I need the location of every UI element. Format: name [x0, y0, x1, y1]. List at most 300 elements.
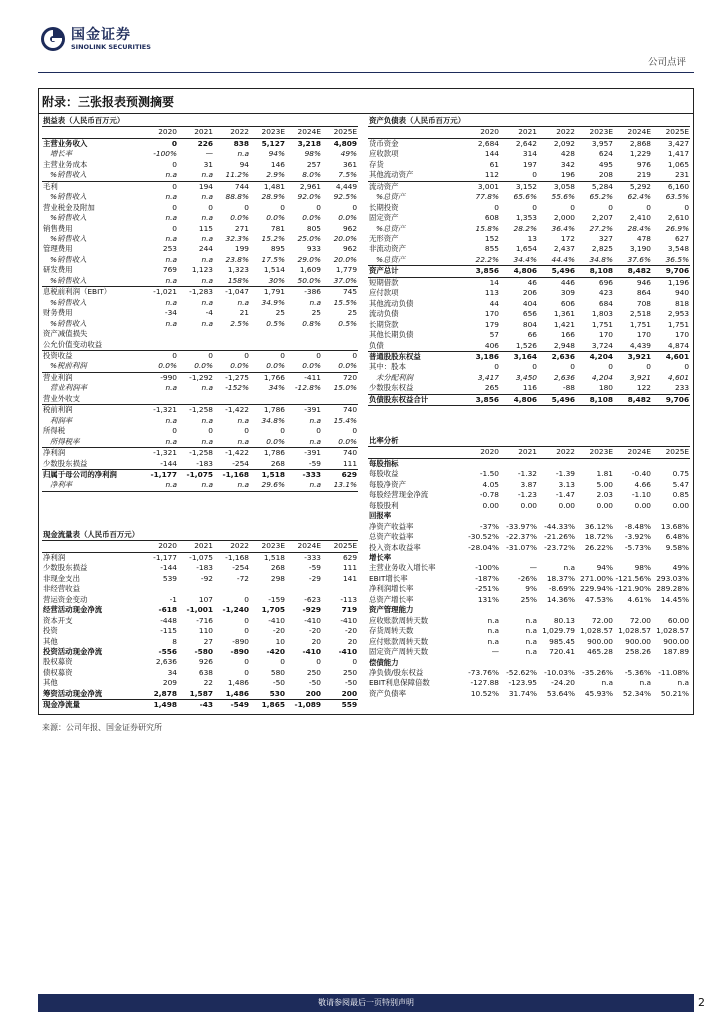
table-row	[368, 532, 690, 542]
year-header: 2023E	[250, 541, 286, 552]
cell-value: 0.0%	[214, 361, 250, 372]
cell-value: n.a	[309, 415, 321, 425]
cell-value: -1.39	[555, 469, 575, 479]
cell-value: 530	[250, 689, 286, 700]
cell-value: -0.40	[631, 469, 651, 479]
cell-value: n.a	[525, 615, 537, 625]
row-label: %总资产	[368, 255, 462, 266]
header-blank	[42, 541, 142, 552]
table-row	[42, 584, 358, 594]
cell-value: 1,486	[227, 678, 249, 688]
cell-value: 446	[560, 277, 575, 287]
table-row	[368, 522, 690, 532]
cell-value: 3,856	[462, 394, 500, 405]
cell-value: 3,186	[475, 351, 499, 361]
cell-value: 0	[172, 181, 177, 191]
cell-value: -159	[268, 594, 285, 604]
cell-value: n.a	[165, 383, 177, 393]
row-label: %销售收入	[50, 297, 87, 307]
cell-value: 0.0%	[322, 361, 358, 372]
table-row	[42, 340, 358, 351]
cell-value: 406	[462, 341, 500, 352]
cell-value: 0	[316, 426, 321, 436]
cell-value: 0.0%	[250, 437, 286, 448]
cell-value: 495	[598, 159, 613, 169]
cell-value: -386	[304, 287, 321, 297]
table-row	[368, 553, 690, 563]
cell-value: 4.61%	[627, 594, 651, 604]
cell-value: -10.03%	[544, 667, 575, 677]
row-label: 其他	[43, 636, 58, 646]
cell-value	[286, 340, 322, 351]
cell-value: -35.26%	[582, 667, 613, 677]
cell-value	[500, 511, 538, 521]
cell-value: -92	[200, 573, 213, 583]
cell-value: 5.00	[596, 479, 613, 489]
row-label: 应收款项	[369, 149, 399, 159]
cell-value: 0.0%	[286, 361, 322, 372]
cell-value: 4,449	[335, 181, 358, 191]
cell-value: 1,587	[178, 689, 214, 700]
cell-value: -1,075	[189, 552, 213, 562]
cell-value	[576, 658, 614, 668]
row-label: 长期投资	[369, 202, 399, 212]
table-row	[42, 448, 358, 459]
table-row	[42, 678, 358, 688]
cell-value: 4,204	[591, 372, 613, 382]
page-number: 2	[698, 996, 705, 1009]
row-label: 筹资活动现金净流	[42, 689, 142, 700]
row-label: 非流动资产	[369, 244, 406, 254]
cell-value: 1,229	[629, 149, 651, 159]
row-label: 经营活动现金净流	[43, 605, 103, 615]
table-row	[368, 647, 690, 657]
cell-value: 8,482	[614, 266, 652, 277]
row-label: 每股经营现金净流	[369, 490, 429, 500]
row-label: 每股股利	[369, 500, 399, 510]
cell-value: 8.0%	[286, 170, 322, 181]
row-label: 公允价值变动收益	[42, 340, 142, 351]
cell-value: 34.8%	[261, 415, 285, 425]
cell-value: -890	[230, 646, 249, 656]
cell-value: 44.4%	[538, 255, 576, 266]
table-row	[368, 480, 690, 490]
cell-value: 1,361	[553, 309, 575, 319]
cell-value: 21	[239, 308, 249, 318]
cell-value	[462, 458, 500, 469]
cell-value: 0.0%	[142, 361, 178, 372]
row-label: 资产减值损失	[43, 329, 88, 339]
cell-value: 36.12%	[584, 521, 613, 531]
cell-value: 20	[347, 636, 358, 646]
cell-value: 0.0%	[250, 361, 286, 372]
table-row	[42, 149, 358, 159]
table-row	[368, 309, 690, 319]
cell-value: 113	[484, 288, 499, 298]
row-label: 回报率	[369, 511, 392, 521]
cell-value: 0	[280, 657, 285, 667]
cell-value: 170	[636, 330, 651, 340]
cell-value: -11.08%	[658, 667, 690, 677]
cell-value: 200	[286, 689, 322, 700]
cell-value: 4.66	[634, 479, 651, 489]
cell-value: 0	[494, 362, 499, 372]
cell-value: 233	[652, 383, 690, 394]
cell-value: 0.0%	[266, 213, 285, 223]
cell-value: -31.07%	[506, 542, 537, 552]
table-header-row	[42, 541, 358, 552]
table-row	[368, 330, 690, 340]
table-row	[368, 373, 690, 383]
table-row	[368, 160, 690, 170]
cell-value: -113	[340, 594, 358, 604]
cell-value: 208	[576, 170, 614, 181]
cell-value: 1,481	[263, 181, 285, 191]
cell-value: 6,160	[667, 181, 690, 191]
cell-value: -1,168	[225, 552, 249, 562]
year-header: 2023E	[576, 127, 614, 138]
table-row	[368, 266, 690, 277]
cell-value: 2,636	[155, 657, 177, 667]
cell-value: n.a	[201, 213, 213, 223]
row-label: 其他流动负债	[369, 298, 414, 308]
cell-value: 2,610	[667, 213, 690, 223]
cell-value: -3.92%	[624, 532, 651, 542]
income-statement-title: 损益表（人民币百万元）	[42, 116, 358, 127]
cell-value: 1,065	[667, 159, 690, 169]
row-label: 投入资本收益率	[369, 542, 421, 552]
year-header: 2020	[462, 447, 500, 458]
cell-value: n.a	[178, 437, 214, 448]
cell-value: 7.5%	[322, 170, 358, 181]
cell-value: 2,642	[515, 138, 537, 148]
cell-value: 627	[674, 233, 690, 243]
row-label: 资产管理能力	[369, 605, 414, 615]
cell-value: n.a	[142, 480, 178, 491]
cell-value: n.a	[165, 254, 177, 264]
row-label: 非现金支出	[43, 573, 80, 583]
cell-value: 0.00	[482, 500, 499, 510]
table-row	[368, 658, 690, 668]
cell-value: 250	[306, 667, 321, 677]
cell-value: -623	[304, 594, 321, 604]
row-label: 每股收益	[369, 469, 399, 479]
cell-value: 2,953	[667, 309, 690, 319]
cell-value: -100%	[153, 149, 177, 159]
cell-value: 98%	[304, 149, 321, 159]
cell-value: 2,868	[629, 138, 651, 148]
row-label: 增长率	[369, 552, 392, 562]
page-header	[0, 0, 724, 90]
cell-value: 2.9%	[250, 170, 286, 181]
cell-value: 629	[341, 469, 358, 479]
year-header: 2020	[462, 127, 500, 138]
cell-value	[462, 511, 500, 521]
table-row	[42, 605, 358, 615]
cell-value: -1,292	[189, 372, 213, 382]
row-label: %销售收入	[42, 276, 142, 287]
cell-value: -333	[302, 469, 321, 479]
cell-value: 0.75	[672, 469, 690, 479]
cell-value: 3,856	[462, 266, 500, 277]
cell-value: 9,706	[652, 266, 690, 277]
income-statement-table	[42, 116, 358, 492]
table-row	[42, 329, 358, 339]
cell-value: 855	[484, 244, 499, 254]
balance-sheet-title: 资产负债表（人民币百万元）	[368, 116, 690, 127]
cell-value	[614, 553, 652, 563]
row-label: %总资产	[376, 223, 406, 233]
cell-value: 25	[347, 308, 358, 318]
ratio-analysis-title: 比率分析	[368, 436, 690, 447]
table-header-row	[42, 127, 358, 138]
cell-value: 0	[244, 657, 249, 667]
cell-value: -556	[158, 646, 177, 656]
row-label: 利润率	[50, 415, 73, 425]
cell-value: 0.5%	[266, 318, 285, 328]
cell-value: 98%	[634, 563, 651, 573]
cell-value: -152%	[225, 383, 249, 393]
cell-value: 0	[570, 362, 575, 372]
year-header: 2023E	[576, 447, 614, 458]
row-label: 资本开支	[43, 615, 73, 625]
cell-value: -549	[230, 700, 249, 710]
cell-value	[462, 658, 500, 668]
cell-value: 1,028.57	[656, 626, 690, 636]
cell-value: 45.93%	[584, 688, 613, 698]
cell-value: -26%	[517, 573, 537, 583]
cell-value: 34.9%	[261, 297, 285, 307]
cell-value	[652, 511, 690, 521]
row-label: 偿债能力	[369, 657, 399, 667]
table-row	[42, 700, 358, 711]
cell-value: 244	[198, 244, 213, 254]
cell-value: 818	[674, 298, 690, 308]
table-header-row	[368, 447, 690, 458]
cell-value: 13	[527, 233, 537, 243]
cell-value: 229.94%	[580, 584, 613, 594]
row-label: 债权募资	[43, 667, 73, 677]
cell-value: 0	[208, 426, 213, 436]
cell-value: 3,152	[515, 181, 537, 191]
row-label: 无形资产	[369, 233, 399, 243]
cell-value: -144	[160, 563, 177, 573]
header-blank	[42, 127, 142, 138]
cell-value: 0.0%	[338, 213, 358, 223]
table-row	[42, 203, 358, 213]
year-header: 2024E	[614, 447, 652, 458]
row-label: 固定资产	[369, 213, 399, 223]
cell-value: -1,240	[222, 605, 249, 615]
row-label: 普通股股东权益	[369, 351, 421, 361]
cell-value: 37.0%	[322, 276, 358, 287]
cell-value: -1,089	[294, 700, 321, 710]
cell-value	[178, 584, 214, 594]
cell-value: 197	[522, 159, 537, 169]
logo-name-cn: 国金证券	[71, 26, 131, 43]
row-label: 销售费用	[43, 223, 73, 233]
year-header: 2022	[538, 447, 576, 458]
cell-value: 719	[341, 605, 358, 615]
cell-value: 0	[244, 626, 249, 636]
cell-value: n.a	[487, 636, 499, 646]
cell-value	[214, 329, 250, 339]
cell-value: 94%	[596, 563, 613, 573]
row-label: 净利润	[43, 448, 66, 458]
cell-value: 0	[244, 594, 249, 604]
cell-value: 146	[270, 159, 285, 169]
row-label: 其他流动资产	[368, 170, 462, 181]
row-label: 归属于母公司的净利润	[43, 469, 117, 479]
year-header: 2025E	[322, 541, 358, 552]
cell-value: 976	[636, 159, 651, 169]
cell-value: -1.10	[631, 490, 651, 500]
cell-value: 4,809	[333, 138, 358, 148]
table-row	[368, 203, 690, 213]
cell-value: -121.56%	[615, 573, 651, 583]
row-label: 资产总计	[368, 266, 462, 277]
cell-value: 720.41	[549, 647, 575, 657]
table-row	[42, 626, 358, 636]
cell-value: 1,705	[261, 605, 285, 615]
cell-value: 1,518	[263, 552, 285, 562]
cell-value: 25%	[520, 594, 537, 604]
cell-value: 1.81	[596, 469, 613, 479]
row-label: 净负债/股东权益	[369, 667, 424, 677]
cell-value: 1,786	[263, 405, 285, 415]
cell-value: 77.8%	[475, 192, 499, 202]
year-header: 2022	[214, 127, 250, 138]
footer-disclaimer[interactable]: 敬请参阅最后一页特别声明	[38, 994, 694, 1012]
table-row	[42, 574, 358, 584]
cell-value: 10.52%	[470, 688, 499, 698]
cell-value: 231	[652, 170, 690, 181]
cell-value: 22.2%	[462, 255, 500, 266]
table-row	[368, 616, 690, 626]
cell-value: -618	[158, 605, 177, 615]
cell-value: 170	[674, 330, 690, 340]
row-label: 每股指标	[369, 458, 399, 468]
cell-value: 0	[352, 657, 358, 667]
cell-value: 158%	[214, 276, 250, 287]
table-row	[368, 511, 690, 521]
year-header: 2025E	[652, 127, 690, 138]
ratio-analysis-table	[368, 436, 690, 699]
cell-value: 15.0%	[333, 383, 358, 393]
table-row	[42, 563, 358, 573]
cell-value: -1.23	[517, 490, 537, 500]
cell-value: 3,548	[667, 244, 690, 254]
cell-value: 293.03%	[656, 573, 690, 583]
cell-value: -4	[205, 308, 213, 318]
table-row	[42, 394, 358, 405]
table-row	[42, 308, 358, 318]
row-label: 存货	[369, 159, 384, 169]
cell-value: 327	[598, 233, 613, 243]
cell-value: -1,275	[225, 372, 249, 382]
cell-value: n.a	[639, 678, 651, 688]
cell-value: 257	[306, 159, 321, 169]
cell-value: 900.00	[663, 636, 690, 646]
table-row	[368, 626, 690, 636]
year-header: 2021	[178, 541, 214, 552]
cell-value: -29	[308, 573, 321, 583]
cell-value: 14.45%	[660, 594, 690, 604]
cell-value: 0	[532, 362, 537, 372]
cell-value: 1,751	[591, 319, 613, 329]
year-header: 2022	[214, 541, 250, 552]
row-label: 主营业务收入	[43, 138, 88, 148]
cell-value: n.a	[601, 678, 613, 688]
table-row	[368, 244, 690, 254]
cell-value: 112	[462, 170, 500, 181]
cell-value: 0	[244, 350, 249, 360]
cash-flow-title: 现金流量表（人民币百万元）	[42, 530, 358, 541]
cell-value: -183	[196, 563, 213, 573]
cell-value: 20.0%	[333, 254, 358, 264]
cell-value: 80.13	[553, 615, 575, 625]
table-row	[42, 213, 358, 223]
cell-value: n.a	[237, 415, 249, 425]
table-row	[368, 458, 690, 469]
cell-value: 1,028.57	[618, 626, 651, 636]
cell-value: -100%	[475, 563, 499, 573]
row-label: 总资产收益率	[369, 532, 414, 542]
cell-value: 4,204	[589, 351, 613, 361]
cell-value	[500, 458, 538, 469]
cell-value: -890	[232, 636, 249, 646]
cell-value: -33.97%	[506, 521, 537, 531]
cell-value: 63.5%	[665, 192, 690, 202]
cell-value: 465.28	[587, 647, 613, 657]
cell-value: 404	[522, 298, 537, 308]
cell-value: 864	[636, 288, 651, 298]
table-row	[368, 469, 690, 479]
cell-value: 8,108	[576, 266, 614, 277]
cell-value: 226	[197, 138, 213, 148]
table-row	[368, 605, 690, 615]
cell-value: 265	[462, 383, 500, 394]
row-label: 财务费用	[43, 308, 73, 318]
cell-value: 2,636	[551, 351, 575, 361]
cell-value: n.a	[165, 297, 177, 307]
cell-value: 28.9%	[261, 192, 285, 202]
cell-value: -929	[302, 605, 321, 615]
cell-value: -1,321	[153, 405, 177, 415]
table-row	[42, 255, 358, 265]
cell-value: -1,177	[150, 469, 177, 479]
row-label: 其中：股本	[369, 362, 406, 372]
cell-value	[178, 394, 214, 405]
cell-value: -1,258	[189, 448, 213, 458]
cell-value: 0.00	[634, 500, 651, 510]
cell-value: n.a	[201, 383, 213, 393]
table-row	[42, 265, 358, 275]
cell-value: 1,123	[191, 265, 213, 275]
table-row	[368, 595, 690, 605]
row-label: 所得税率	[42, 437, 142, 448]
cell-value: -1,168	[222, 469, 249, 479]
cell-value: 3,001	[477, 181, 499, 191]
cell-value: n.a	[165, 213, 177, 223]
cell-value: 141	[342, 573, 358, 583]
cell-value	[462, 605, 500, 615]
table-row	[368, 362, 690, 372]
cell-value: 219	[614, 170, 652, 181]
table-row	[42, 224, 358, 234]
row-label: %税前利润	[42, 361, 142, 372]
cell-value: 926	[198, 657, 213, 667]
